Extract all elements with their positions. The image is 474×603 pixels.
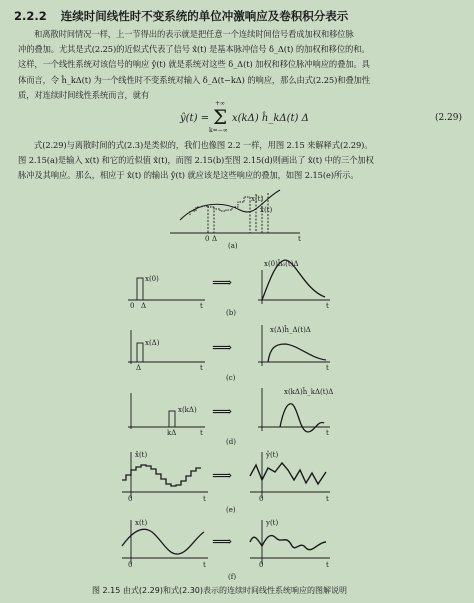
panel-f-arrow: ⟹	[212, 534, 233, 550]
text-line: 这样，一个线性系统对该信号的响应 ŷ(t) 就是系统对这些 δ_Δ(t) 加权和移位脉冲响应的叠加。具	[18, 59, 370, 70]
panel-d-arrow: ⟹	[212, 404, 233, 420]
panel-c	[128, 325, 330, 382]
panel-e-letter: (e)	[226, 506, 236, 514]
panel-f-tick-0: 0	[128, 561, 133, 569]
panel-f-output-axis-label: t	[326, 561, 329, 569]
panel-a-axis-label: t	[298, 235, 301, 243]
panel-d-pulse	[169, 411, 175, 427]
section-title: 连续时间线性时不变系统的单位冲激响应及卷积积分表示	[60, 9, 349, 23]
section-heading	[14, 8, 348, 24]
panel-e-tick-0: 0	[128, 495, 133, 503]
panel-a-label-xhat: x̂(t)	[260, 206, 273, 214]
panel-b-pulse	[137, 278, 143, 300]
text-line: 和离散时间情况一样，上一节得出的表示就是把任意一个连续时间信号看成加权和移位脉	[34, 29, 354, 39]
panel-b-output-label: x(0)ĥ₀(t)Δ	[264, 260, 299, 268]
panel-f-signal-curve	[122, 529, 204, 554]
panel-d-input-label: x(kΔ)	[178, 406, 197, 414]
text-line: 式(2.29)与离散时间的式(2.3)是类似的，我们也像图 2.2 一样，用图 2.15 来解释式(2.29)。	[34, 140, 373, 150]
panel-c-output-label: x(Δ)ĥ_Δ(t)Δ	[270, 326, 311, 334]
panel-d-response-curve	[280, 404, 324, 432]
equation-rhs: x(kΔ) ĥ_kΔ(t) Δ	[232, 113, 309, 124]
panel-c-letter: (c)	[226, 374, 236, 382]
panel-b-input-label: x(0)	[145, 275, 159, 283]
panel-e-staircase	[122, 465, 201, 486]
panel-a-staircase	[190, 197, 250, 215]
paragraph-2	[18, 138, 462, 184]
panel-e-response-curve	[250, 463, 326, 484]
panel-a-letter: (a)	[228, 242, 238, 250]
sum-symbol: Σ	[213, 105, 228, 129]
panel-a	[170, 190, 301, 250]
panel-e-input-label: x̂(t)	[135, 451, 148, 459]
sum-lower-limit: k=−∞	[209, 127, 228, 134]
panel-b-tick-delta: Δ	[141, 302, 147, 310]
text-line: 图 2.15(a)是输入 x(t) 和它的近似值 x̂(t)，而图 2.15(b)至图 2.15(d)则画出了 x̂(t) 中的三个加权	[18, 155, 374, 166]
paragraph-1	[18, 27, 462, 103]
panel-c-response-curve	[268, 344, 326, 362]
panel-b	[128, 259, 330, 317]
panel-c-tick-delta: Δ	[136, 364, 142, 372]
panel-a-tick-delta: Δ	[212, 235, 218, 243]
panel-f-input-axis-label: t	[203, 561, 206, 569]
panel-f-output-label: y(t)	[266, 519, 279, 527]
panel-c-input-label: x(Δ)	[145, 339, 160, 347]
sum-upper-limit: +∞	[215, 100, 226, 107]
panel-e-arrow: ⟹	[212, 468, 233, 484]
panel-f-output-tick-0: 0	[259, 561, 264, 569]
panel-b-input-axis-label: t	[200, 302, 203, 310]
panel-e-output-axis-label: t	[326, 495, 329, 503]
text-line: 体而言，令 ĥ_kΔ(t) 为一个线性时不变系统对输入 δ_Δ(t−kΔ) 的响应，那么由式(2.25)和叠加性	[18, 74, 371, 85]
panel-f-input-label: x(t)	[135, 519, 148, 527]
panel-e-output-label: ŷ(t)	[266, 451, 279, 459]
panel-c-pulse	[137, 343, 143, 362]
equation-lhs: ŷ(t) =	[180, 113, 210, 124]
figure-2-15	[0, 180, 474, 585]
panel-b-arrow: ⟹	[212, 275, 233, 291]
panel-d-output-axis-label: t	[326, 429, 329, 437]
panel-f-response-curve	[250, 536, 326, 550]
equation-2-29	[180, 100, 462, 134]
text-line: 质，对连续时间线性系统而言，就有	[18, 89, 150, 100]
panel-e-input-axis-label: t	[203, 495, 206, 503]
panel-f-letter: (f)	[228, 573, 237, 581]
panel-d	[128, 387, 333, 446]
panel-e-output-tick-0: 0	[259, 495, 264, 503]
panel-b-tick-0: 0	[130, 302, 135, 310]
panel-d-output-label: x(kΔ)ĥ_kΔ(t)Δ	[284, 388, 334, 396]
panel-a-label-x: x(t)	[251, 195, 264, 203]
panel-b-output-axis-label: t	[326, 302, 329, 310]
panel-c-arrow: ⟹	[212, 340, 233, 356]
panel-c-output-axis-label: t	[326, 364, 329, 372]
figure-caption: 图 2.15 由式(2.29)和式(2.30)表示的连续时间线性系统响应的图解说明	[92, 586, 348, 595]
equation-number: (2.29)	[434, 113, 462, 123]
panel-a-signal-curve	[180, 190, 280, 220]
text-line: 脉冲及其响应。那么，相应于 x̂(t) 的输出 ŷ(t) 就应该是这些响应的叠加，如图 2.15(e)所示。	[18, 170, 359, 181]
panel-f	[122, 519, 330, 581]
text-line: 冲的叠加。尤其是式(2.25)的近似式代表了信号 x̂(t) 是基本脉冲信号 δ_Δ(t) 的加权和移位的和。	[18, 44, 370, 55]
section-number: 2.2.2	[14, 9, 47, 23]
panel-d-input-axis-label: t	[200, 429, 203, 437]
panel-a-tick-0: 0	[205, 235, 210, 243]
panel-c-input-axis-label: t	[200, 364, 203, 372]
panel-e	[122, 450, 330, 514]
panel-d-tick-kdelta: kΔ	[167, 429, 177, 437]
panel-d-letter: (d)	[226, 438, 236, 446]
panel-b-letter: (b)	[226, 309, 236, 317]
